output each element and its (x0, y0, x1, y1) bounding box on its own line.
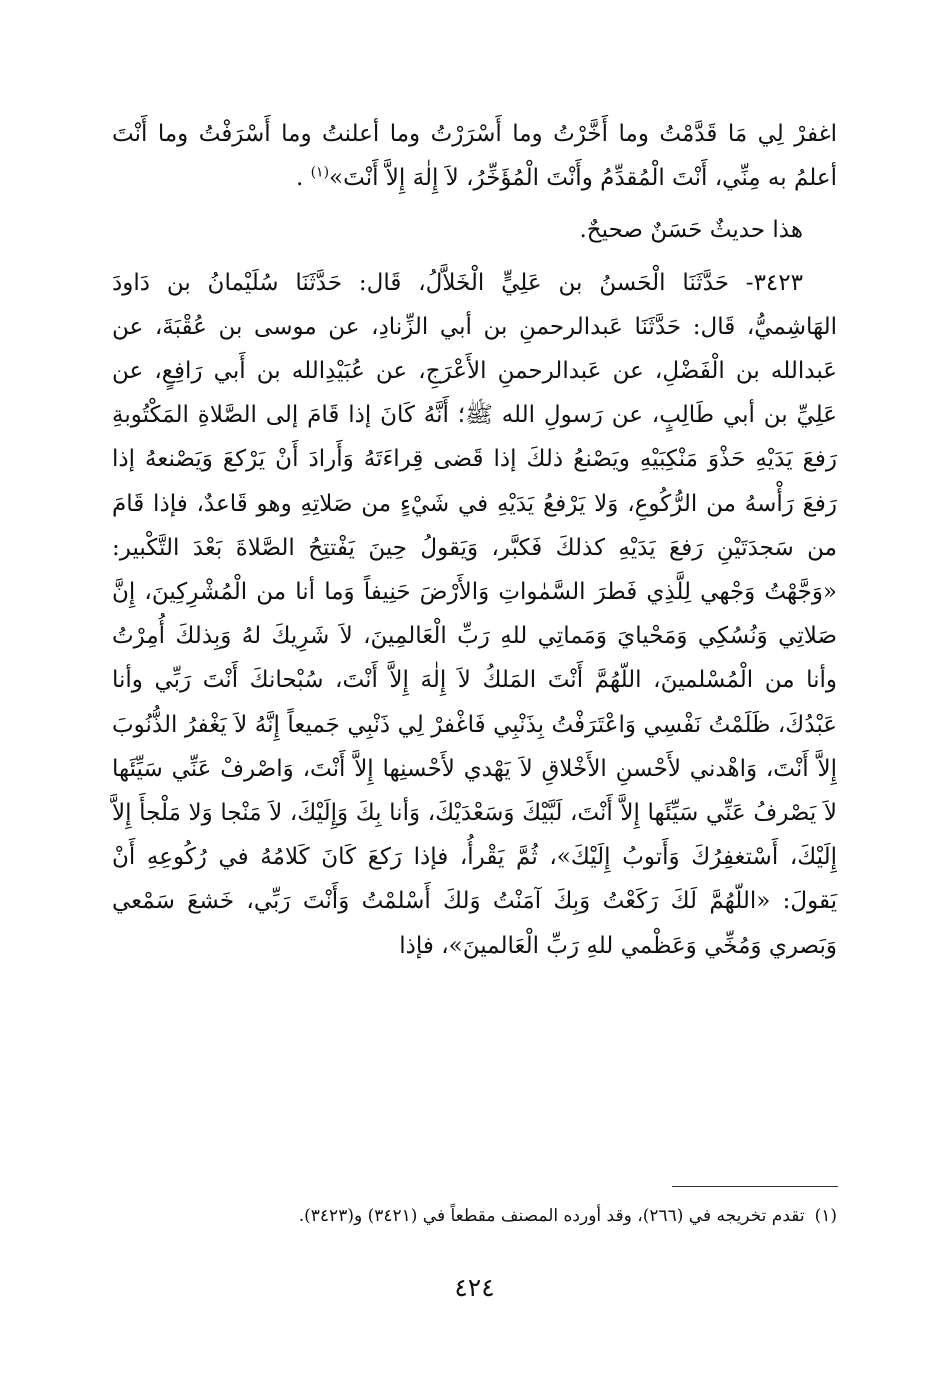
footnote-divider (672, 1186, 838, 1187)
main-text-block (112, 112, 837, 968)
hadith-grade: هذا حديثٌ حَسَنٌ صحيحٌ. (579, 217, 803, 244)
continued-hadith-text: اغفرْ لِي مَا قَدَّمْتُ وما أَخَّرْتُ وما أَسْرَرْتُ وما أعلنتُ وما أَسْرَفْتُ وما أَنْتَ أعلمُ به مِنِّي، أَنْتَ الْمُقدِّمُ وأَنْتَ الْمُؤَخِّرُ، لاَ إِلٰهَ إِلاَّ أَنْتَ» (112, 121, 837, 192)
page-number: ٤٢٤ (454, 1273, 495, 1302)
hadith-3423-paragraph: ٣٤٢٣- حَدَّثَنَا الْحَسنُ بن عَلِيٍّ الْخَلاَّلُ، قَال: حَدَّثَنَا سُلَيْمانُ بن دَاودَ الهَاشِميُّ، قَال: حَدَّثَنَا عَبدالرحمنِ بن أبي الزِّنادِ، عن موسى بن عُقْبَةَ، عن عَبدالله بن الْفَضْلِ، عن عَبدالرحمنِ الأَعْرَجِ، عن عُبَيْدِالله بن أَبي رَافِعٍ، عن عَلِيِّ بن أبي طَالِبٍ، عن رَسولِ الله ﷺ؛ أَنَّهُ كَانَ إذا قَامَ إلى الصَّلاةِ المَكْتُوبةِ رَفعَ يَدَيْهِ حَذْوَ مَنْكِبَيْهِ ويَصْنعُ ذلكَ إذا قَضى قِراءَتَهُ وَأَرادَ أَنْ يَرْكعَ وَيَصْنعهُ إذا رَفعَ رَأْسهُ من الرُّكُوعِ، وَلا يَرْفعُ يَدَيْهِ في شَيْءٍ من صَلاتِهِ وهو قَاعدٌ، فإذا قَامَ من سَجدَتَيْنِ رَفعَ يَدَيْهِ كذلكَ فَكبَّر، وَيَقولُ حِينَ يَفْتتِحُ الصَّلاةَ بَعْدَ التَّكْبير: «وَجَّهْتُ وَجْهي لِلَّذِي فَطرَ السَّمٰواتِ وَالأَرْضَ حَنِيفاً وَما أنا من الْمُشْرِكِينَ، إِنَّ صَلاتِي وَنُسُكِي وَمَحْيايَ وَمَماتِي للهِ رَبِّ الْعَالمِينَ، لاَ شَرِيكَ لهُ وَبِذلكَ أُمِرْتُ وأنا من الْمُسْلمينَ، اللّهُمَّ أَنْتَ المَلكُ لاَ إِلٰهَ إِلاَّ أَنْتَ، سُبْحانكَ أَنْتَ رَبِّي وأنا عَبْدُكَ، ظَلَمْتُ نَفْسِي وَاعْتَرَفْتُ بِذَنْبِي فَاغْفرْ لِي ذَنْبِي جَميعاً إِنَّهُ لاَ يَغْفرُ الذُّنُوبَ إِلاَّ أَنْتَ، وَاهْدني لأَحْسنِ الأَخْلاقِ لاَ يَهْدي لأَحْسنِها إِلاَّ أَنْتَ، وَاصْرفْ عَنِّي سَيِّئَها لاَ يَصْرفُ عَنِّي سَيِّئَها إِلاَّ أَنْتَ، لَبَّيْكَ وَسَعْدَيْكَ، وَأنا بِكَ وَإِلَيْكَ، لاَ مَنْجا وَلا مَلْجأَ إِلاَّ إِلَيْكَ، أَسْتغفِرُكَ وَأَتوبُ إِلَيْكَ»، ثُمَّ يَقْرأُ، فإذا رَكعَ كَانَ كَلامُهُ في رُكُوعِهِ أَنْ يَقولَ: «اللّهُمَّ لَكَ رَكَعْتُ وَبِكَ آمَنْتُ وَلكَ أَسْلمْتُ وَأَنْتَ رَبِّي، خَشعَ سَمْعي وَبَصري وَمُخِّي وَعَظْمي للهِ رَبِّ الْعَالمينَ»، فإذا (112, 269, 837, 959)
continued-hadith-paragraph (112, 112, 837, 200)
continued-hadith-end: . (295, 165, 311, 192)
footnote-reference[interactable]: (١) (310, 164, 330, 181)
footnote-number: (١) (814, 1206, 837, 1226)
footnote-text: تقدم تخريجه في (٢٦٦)، وقد أورده المصنف مقطعاً في (٣٤٢١) و(٣٤٢٣). (298, 1206, 805, 1226)
footnote (112, 1202, 837, 1230)
